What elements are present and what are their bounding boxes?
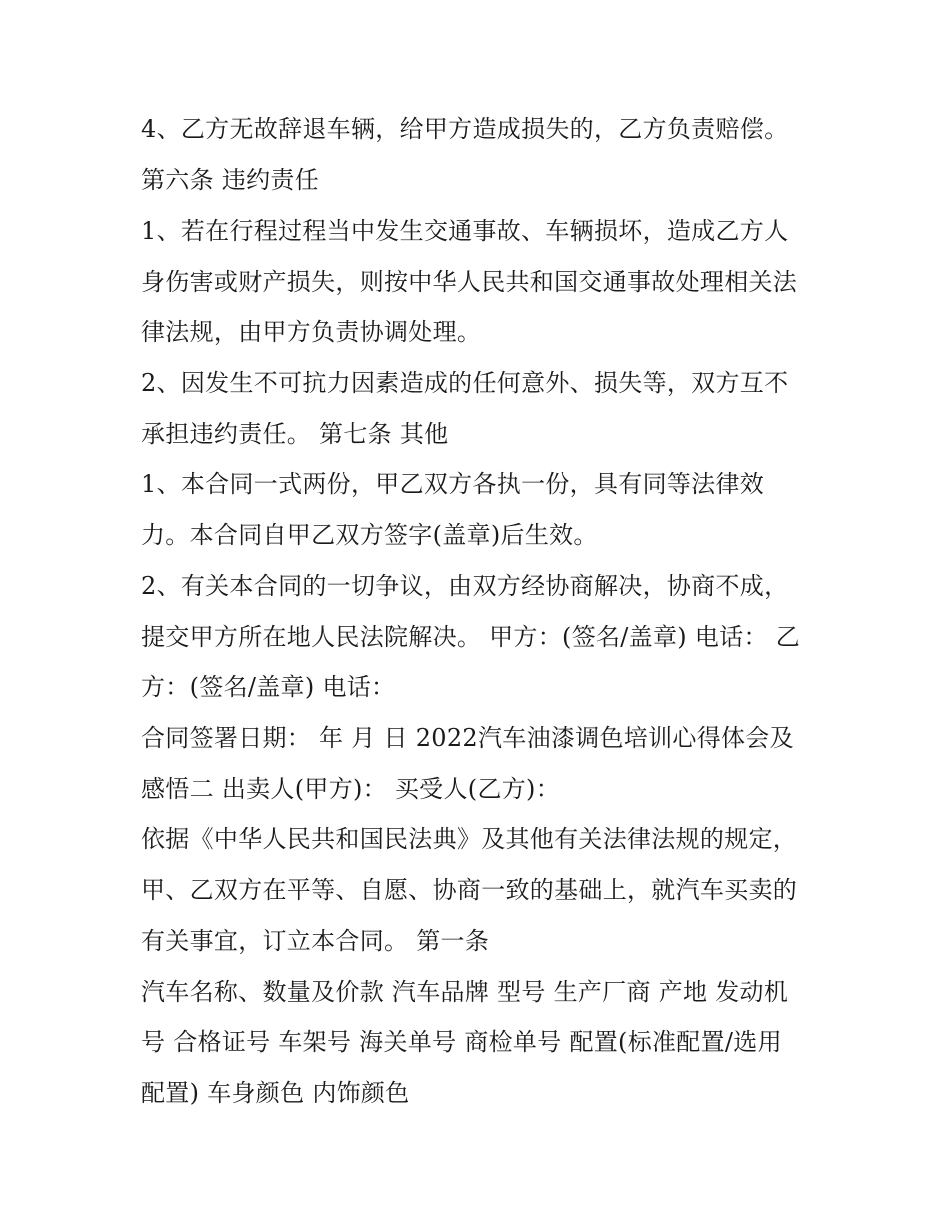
text-line: 合同签署日期： 年 月 日 2022汽车油漆调色培训心得体会及 [141, 724, 794, 752]
text-line: 提交甲方所在地人民法院解决。 甲方：(签名/盖章) 电话： 乙 [141, 623, 800, 651]
text-line: 4、乙方无故辞退车辆，给甲方造成损失的，乙方负责赔偿。 [141, 115, 789, 143]
text-line: 号 合格证号 车架号 海关单号 商检单号 配置(标准配置/选用 [141, 1028, 782, 1056]
text-line: 力。本合同自甲乙双方签字(盖章)后生效。 [141, 521, 598, 549]
text-line: 感悟二 出卖人(甲方)： 买受人(乙方)： [141, 775, 561, 803]
text-line: 1、若在行程过程当中发生交通事故、车辆损坏，造成乙方人 [141, 217, 789, 245]
section-heading: 第六条 违约责任 [141, 166, 320, 194]
text-line: 方：(签名/盖章) 电话： [141, 673, 396, 701]
text-line: 配置) 车身颜色 内饰颜色 [141, 1079, 410, 1107]
text-line: 甲、乙双方在平等、自愿、协商一致的基础上，就汽车买卖的 [141, 876, 798, 904]
text-line: 有关事宜，订立本合同。 第一条 [141, 927, 490, 955]
text-line: 依据《中华人民共和国民法典》及其他有关法律法规的规定， [141, 825, 798, 853]
text-line: 承担违约责任。 第七条 其他 [141, 420, 449, 448]
text-line: 2、有关本合同的一切争议，由双方经协商解决，协商不成， [141, 572, 789, 600]
text-line: 律法规，由甲方负责协调处理。 [141, 318, 482, 346]
text-line: 身伤害或财产损失，则按中华人民共和国交通事故处理相关法 [141, 268, 798, 296]
text-line: 2、因发生不可抗力因素造成的任何意外、损失等，双方互不 [141, 369, 789, 397]
text-line: 汽车名称、数量及价款 汽车品牌 型号 生产厂商 产地 发动机 [141, 978, 789, 1006]
text-line: 1、本合同一式两份，甲乙双方各执一份，具有同等法律效 [141, 470, 765, 498]
